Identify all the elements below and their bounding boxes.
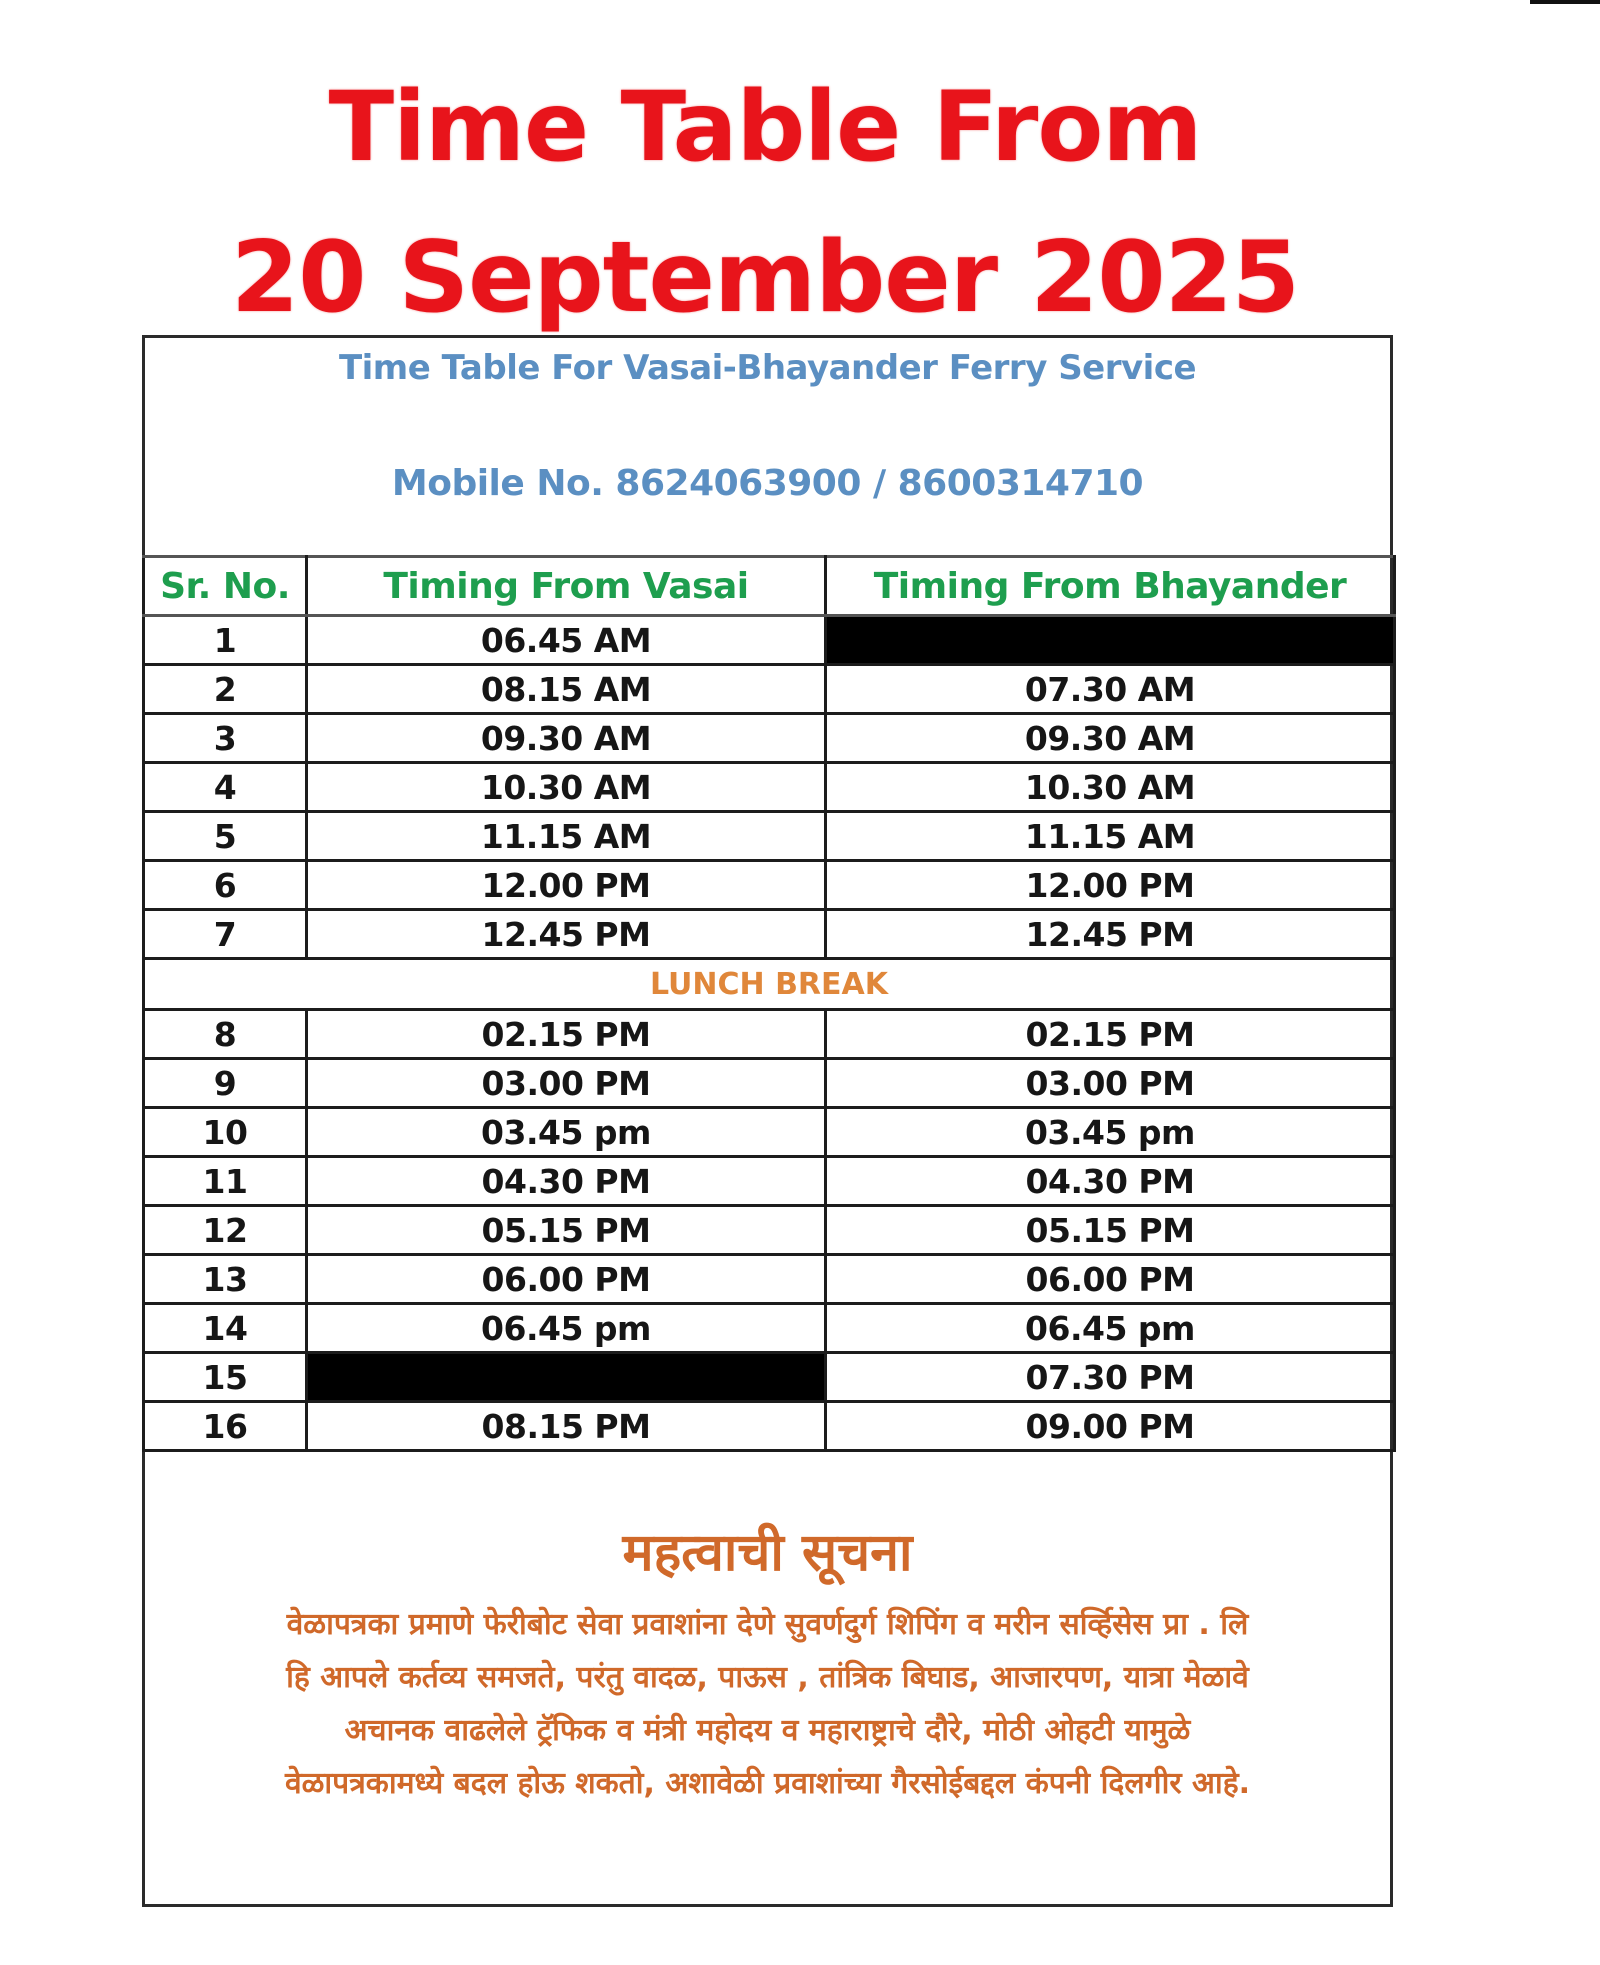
- vasai-time-cell: 03.45 pm: [307, 1108, 826, 1157]
- notice-body: [145, 1598, 1390, 1810]
- table-header-row: [144, 557, 1395, 616]
- ferry-schedule-table: [142, 555, 1396, 1452]
- table-row: [144, 1157, 1395, 1206]
- sr-no-cell: 5: [144, 812, 307, 861]
- bhayander-time-cell: 05.15 PM: [826, 1206, 1395, 1255]
- table-row: [144, 1304, 1395, 1353]
- sr-no-cell: 14: [144, 1304, 307, 1353]
- vasai-time-cell: 04.30 PM: [307, 1157, 826, 1206]
- table-row: [144, 1402, 1395, 1451]
- sr-no-cell: 8: [144, 1010, 307, 1059]
- bhayander-time-cell: 06.00 PM: [826, 1255, 1395, 1304]
- vasai-time-cell: 12.00 PM: [307, 861, 826, 910]
- lunch-break-label: LUNCH BREAK: [144, 959, 1395, 1010]
- timetable-sheet: [142, 335, 1393, 1907]
- vasai-time-cell: 11.15 AM: [307, 812, 826, 861]
- bhayander-time-cell: 11.15 AM: [826, 812, 1395, 861]
- sr-no-cell: 11: [144, 1157, 307, 1206]
- vasai-time-cell-blacked-out: [307, 1353, 826, 1402]
- notice-line: वेळापत्रकामध्ये बदल होऊ शकतो, अशावेळी प्रवाशांच्या गैरसोईबद्दल कंपनी दिलगीर आहे.: [284, 1766, 1251, 1801]
- page-title-line-2: 20 September 2025: [231, 221, 1299, 335]
- sr-no-cell: 10: [144, 1108, 307, 1157]
- table-row: [144, 1059, 1395, 1108]
- notice-line: हि आपले कर्तव्य समजते, परंतु वादळ, पाऊस , तांत्रिक बिघाड, आजारपण, यात्रा मेळावे: [286, 1660, 1249, 1695]
- bhayander-time-cell: 04.30 PM: [826, 1157, 1395, 1206]
- notice-line: वेळापत्रका प्रमाणे फेरीबोट सेवा प्रवाशांना देणे सुवर्णदुर्ग शिपिंग व मरीन सर्व्हिसेस प्रा . लि: [286, 1607, 1249, 1642]
- bhayander-time-cell: 12.00 PM: [826, 861, 1395, 910]
- notice-title: महत्वाची सूचना: [622, 1523, 913, 1583]
- column-header-timing-bhayander: Timing From Bhayander: [826, 557, 1395, 616]
- sr-no-cell: 2: [144, 665, 307, 714]
- table-row: [144, 1353, 1395, 1402]
- vasai-time-cell: 06.00 PM: [307, 1255, 826, 1304]
- sr-no-cell: 16: [144, 1402, 307, 1451]
- bhayander-time-cell: 12.45 PM: [826, 910, 1395, 959]
- table-row: [144, 1010, 1395, 1059]
- vasai-time-cell: 08.15 AM: [307, 665, 826, 714]
- lunch-break-row: [144, 959, 1395, 1010]
- important-notice: [145, 1518, 1390, 1810]
- sr-no-cell: 15: [144, 1353, 307, 1402]
- notice-line: अचानक वाढलेले ट्रॅफिक व मंत्री महोदय व महाराष्ट्राचे दौरे, मोठी ओहटी यामुळे: [344, 1713, 1191, 1748]
- bhayander-time-cell-blacked-out: [826, 616, 1395, 665]
- sr-no-cell: 1: [144, 616, 307, 665]
- corner-edge-mark: [1530, 0, 1600, 4]
- table-row: [144, 714, 1395, 763]
- vasai-time-cell: 06.45 AM: [307, 616, 826, 665]
- bhayander-time-cell: 07.30 AM: [826, 665, 1395, 714]
- column-header-sr-no: Sr. No.: [144, 557, 307, 616]
- sr-no-cell: 6: [144, 861, 307, 910]
- column-header-timing-vasai: Timing From Vasai: [307, 557, 826, 616]
- service-info-block: [145, 338, 1390, 558]
- table-row: [144, 665, 1395, 714]
- vasai-time-cell: 03.00 PM: [307, 1059, 826, 1108]
- bhayander-time-cell: 03.45 pm: [826, 1108, 1395, 1157]
- table-row: [144, 616, 1395, 665]
- vasai-time-cell: 10.30 AM: [307, 763, 826, 812]
- sr-no-cell: 7: [144, 910, 307, 959]
- page-title-line-1: Time Table From: [328, 71, 1202, 183]
- sr-no-cell: 13: [144, 1255, 307, 1304]
- vasai-time-cell: 02.15 PM: [307, 1010, 826, 1059]
- table-row: [144, 861, 1395, 910]
- vasai-time-cell: 09.30 AM: [307, 714, 826, 763]
- table-row: [144, 763, 1395, 812]
- contact-mobile-numbers: Mobile No. 8624063900 / 8600314710: [391, 463, 1144, 504]
- vasai-time-cell: 08.15 PM: [307, 1402, 826, 1451]
- table-row: [144, 1255, 1395, 1304]
- service-subtitle: Time Table For Vasai-Bhayander Ferry Service: [338, 348, 1197, 388]
- table-row: [144, 910, 1395, 959]
- vasai-time-cell: 05.15 PM: [307, 1206, 826, 1255]
- sr-no-cell: 9: [144, 1059, 307, 1108]
- table-row: [144, 812, 1395, 861]
- table-row: [144, 1108, 1395, 1157]
- table-row: [144, 1206, 1395, 1255]
- bhayander-time-cell: 06.45 pm: [826, 1304, 1395, 1353]
- vasai-time-cell: 06.45 pm: [307, 1304, 826, 1353]
- sr-no-cell: 3: [144, 714, 307, 763]
- sr-no-cell: 12: [144, 1206, 307, 1255]
- bhayander-time-cell: 07.30 PM: [826, 1353, 1395, 1402]
- bhayander-time-cell: 02.15 PM: [826, 1010, 1395, 1059]
- sr-no-cell: 4: [144, 763, 307, 812]
- bhayander-time-cell: 03.00 PM: [826, 1059, 1395, 1108]
- bhayander-time-cell: 09.30 AM: [826, 714, 1395, 763]
- vasai-time-cell: 12.45 PM: [307, 910, 826, 959]
- bhayander-time-cell: 09.00 PM: [826, 1402, 1395, 1451]
- bhayander-time-cell: 10.30 AM: [826, 763, 1395, 812]
